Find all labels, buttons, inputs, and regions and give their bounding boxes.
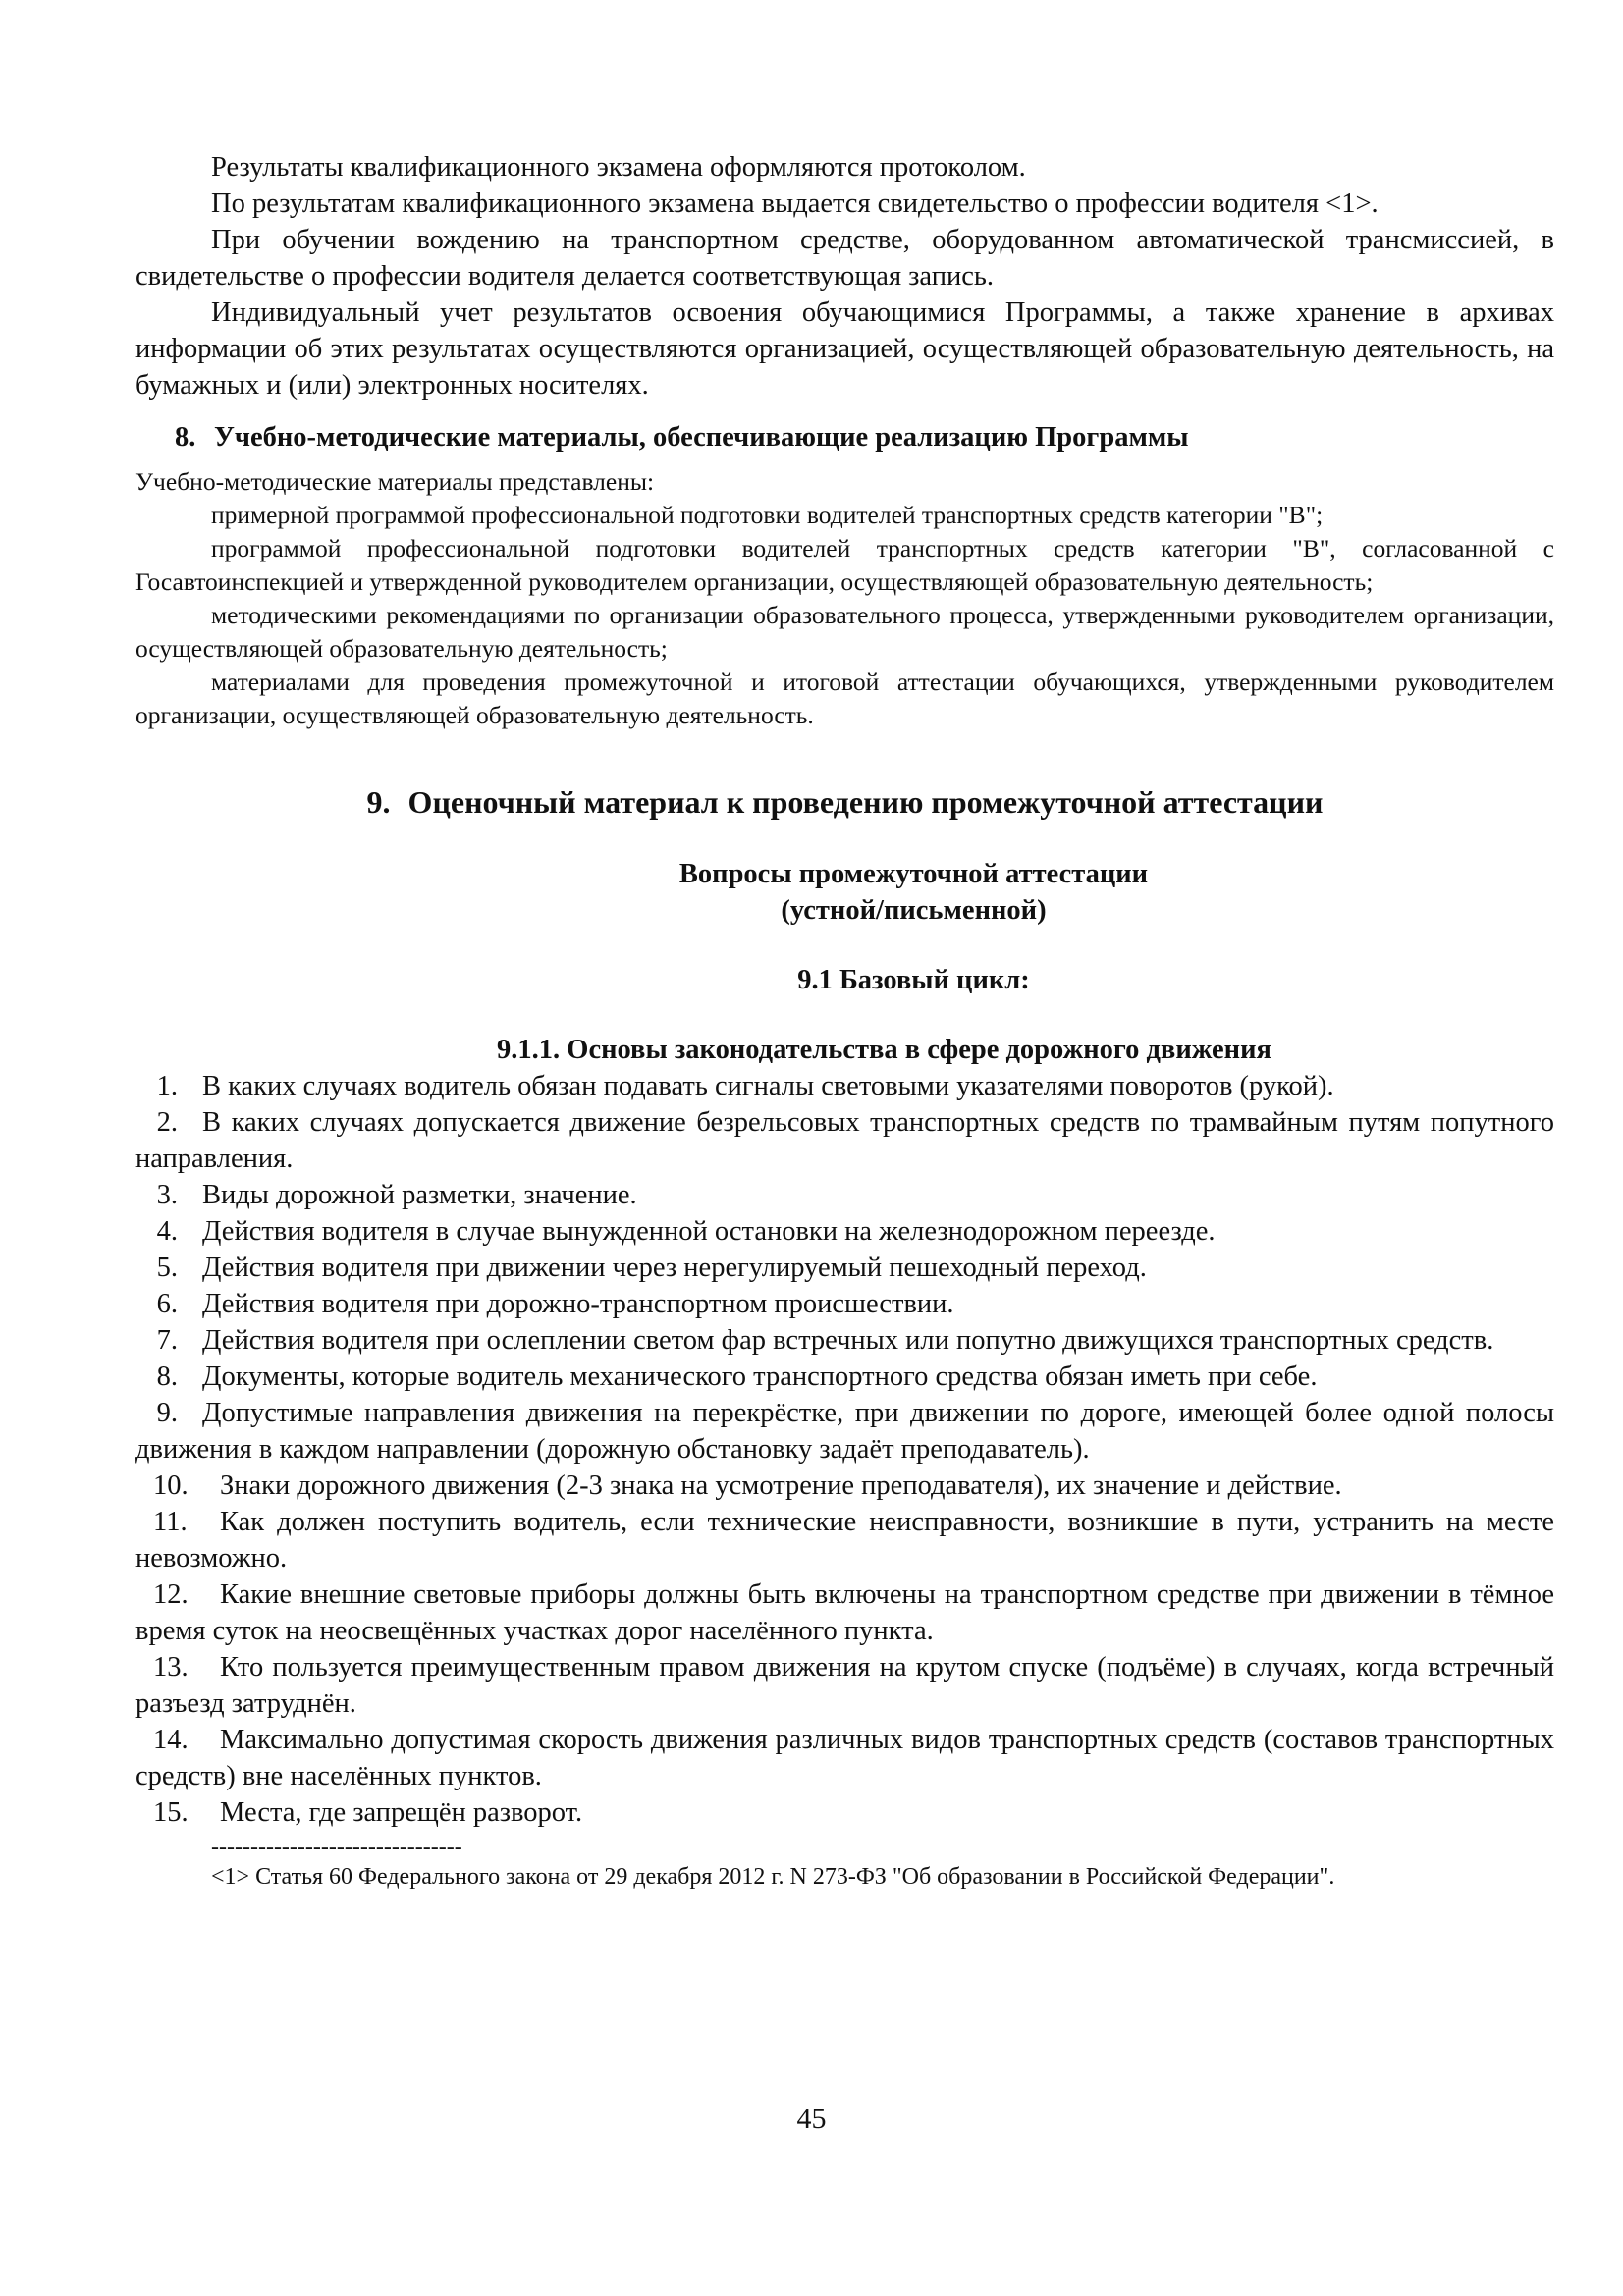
subtitle-line: (устной/письменной) <box>781 895 1047 926</box>
question-number: 3. <box>156 1180 178 1210</box>
question-number: 15. <box>153 1797 189 1828</box>
question-item <box>135 1250 1554 1286</box>
page-number: 45 <box>796 2103 827 2135</box>
section-9-heading <box>135 781 1554 823</box>
question-item <box>135 1213 1554 1250</box>
section-number: 9. <box>366 784 391 820</box>
question-item <box>135 1649 1554 1722</box>
section-number: 8. <box>175 422 196 453</box>
question-item <box>135 1794 1554 1831</box>
question-number: 12. <box>153 1579 189 1610</box>
question-item <box>135 1468 1554 1504</box>
question-item <box>135 1359 1554 1395</box>
question-text: Места, где запрещён разворот. <box>220 1797 583 1828</box>
question-text: Виды дорожной разметки, значение. <box>202 1180 637 1210</box>
question-text: Допустимые направления движения на перекрёстке, при движении по дороге, имеющей более одной полосы движения в каждом направлении (дорожную обстановку задаёт преподаватель). <box>135 1398 1554 1465</box>
paragraph: По результатам квалификационного экзамена выдается свидетельство о профессии водителя <1>. <box>211 188 1379 219</box>
paragraph: Результаты квалификационного экзамена оформляются протоколом. <box>211 152 1026 183</box>
question-text: Кто пользуется преимущественным правом движения на крутом спуске (подъёме) в случаях, когда встречный разъезд затруднён. <box>135 1652 1554 1719</box>
section-8-heading <box>175 418 1554 457</box>
footnote-text: <1> Статья 60 Федерального закона от 29 декабря 2012 г. N 273-ФЗ "Об образовании в Российской Федерации". <box>211 1864 1335 1890</box>
paragraph: При обучении вождению на транспортном средстве, оборудованном автоматической трансмиссией, в свидетельстве о профессии водителя делается соответствующая запись. <box>135 225 1554 292</box>
question-text: Максимально допустимая скорость движения различных видов транспортных средств (составов транспортных средств) вне населённых пунктов. <box>135 1725 1554 1791</box>
question-item <box>135 1286 1554 1322</box>
section-intro: Учебно-методические материалы представлены: <box>135 467 655 496</box>
list-item: примерной программой профессиональной подготовки водителей транспортных средств категории "B"; <box>211 501 1324 529</box>
question-item <box>135 1722 1554 1794</box>
question-number: 8. <box>156 1362 178 1392</box>
question-number: 14. <box>153 1725 189 1755</box>
list-item: материалами для проведения промежуточной и итоговой аттестации обучающихся, утвержденными руководителем организации, осуществляющей образовательную деятельность. <box>135 667 1554 729</box>
question-text: Какие внешние световые приборы должны быть включены на транспортном средстве при движении в тёмное время суток на неосвещённых участках дорог населённого пункта. <box>135 1579 1554 1646</box>
question-text: В каких случаях водитель обязан подавать сигналы световыми указателями поворотов (рукой). <box>202 1071 1334 1101</box>
page-content <box>135 149 1554 1894</box>
question-number: 10. <box>153 1470 189 1501</box>
question-item <box>135 1104 1554 1177</box>
question-number: 11. <box>153 1507 188 1537</box>
question-item <box>135 1068 1554 1104</box>
question-number: 4. <box>156 1216 178 1247</box>
question-number: 6. <box>156 1289 178 1319</box>
question-text: Действия водителя при дорожно-транспортном происшествии. <box>202 1289 954 1319</box>
cycle-heading: 9.1 Базовый цикл: <box>797 965 1030 995</box>
question-item <box>135 1576 1554 1649</box>
question-number: 13. <box>153 1652 189 1682</box>
question-number: 5. <box>156 1253 178 1283</box>
section-title: Оценочный материал к проведению промежуточной аттестации <box>407 784 1324 820</box>
question-text: Знаки дорожного движения (2-3 знака на усмотрение преподавателя), их значение и действие. <box>220 1470 1342 1501</box>
question-number: 7. <box>156 1325 178 1356</box>
questions-list <box>135 1068 1554 1831</box>
paragraph: Индивидуальный учет результатов освоения обучающимися Программы, а также хранение в архивах информации об этих результатах осуществляются организацией, осуществляющей образовательную деятельность, на бумажных и (или) электронных носителях. <box>135 297 1554 400</box>
footnote-separator: -------------------------------- <box>211 1835 462 1860</box>
subsection-heading: 9.1.1. Основы законодательства в сфере дорожного движения <box>497 1035 1271 1065</box>
subtitle-line: Вопросы промежуточной аттестации <box>678 859 1149 889</box>
list-item: методическими рекомендациями по организации образовательного процесса, утвержденными руководителем организации, осуществляющей образовательную деятельность; <box>135 601 1554 663</box>
question-item <box>135 1395 1554 1468</box>
question-text: В каких случаях допускается движение безрельсовых транспортных средств по трамвайным путям попутного направления. <box>135 1107 1554 1174</box>
question-text: Действия водителя при ослеплении светом фар встречных или попутно движущихся транспортных средств. <box>202 1325 1494 1356</box>
question-number: 1. <box>156 1071 178 1101</box>
question-item <box>135 1504 1554 1576</box>
question-item <box>135 1177 1554 1213</box>
question-item <box>135 1322 1554 1359</box>
question-text: Действия водителя в случае вынужденной остановки на железнодорожном переезде. <box>202 1216 1216 1247</box>
question-text: Действия водителя при движении через нерегулируемый пешеходный переход. <box>202 1253 1147 1283</box>
question-number: 9. <box>156 1398 178 1428</box>
list-item: программой профессиональной подготовки водителей транспортных средств категории "B", согласованной с Госавтоинспекцией и утвержденной руководителем организации, осуществляющей образовательную деятельность; <box>135 534 1554 596</box>
question-text: Документы, которые водитель механического транспортного средства обязан иметь при себе. <box>202 1362 1318 1392</box>
section-title: Учебно-методические материалы, обеспечивающие реализацию Программы <box>214 422 1189 453</box>
question-text: Как должен поступить водитель, если технические неисправности, возникшие в пути, устранить на месте невозможно. <box>135 1507 1554 1574</box>
question-number: 2. <box>156 1107 178 1138</box>
